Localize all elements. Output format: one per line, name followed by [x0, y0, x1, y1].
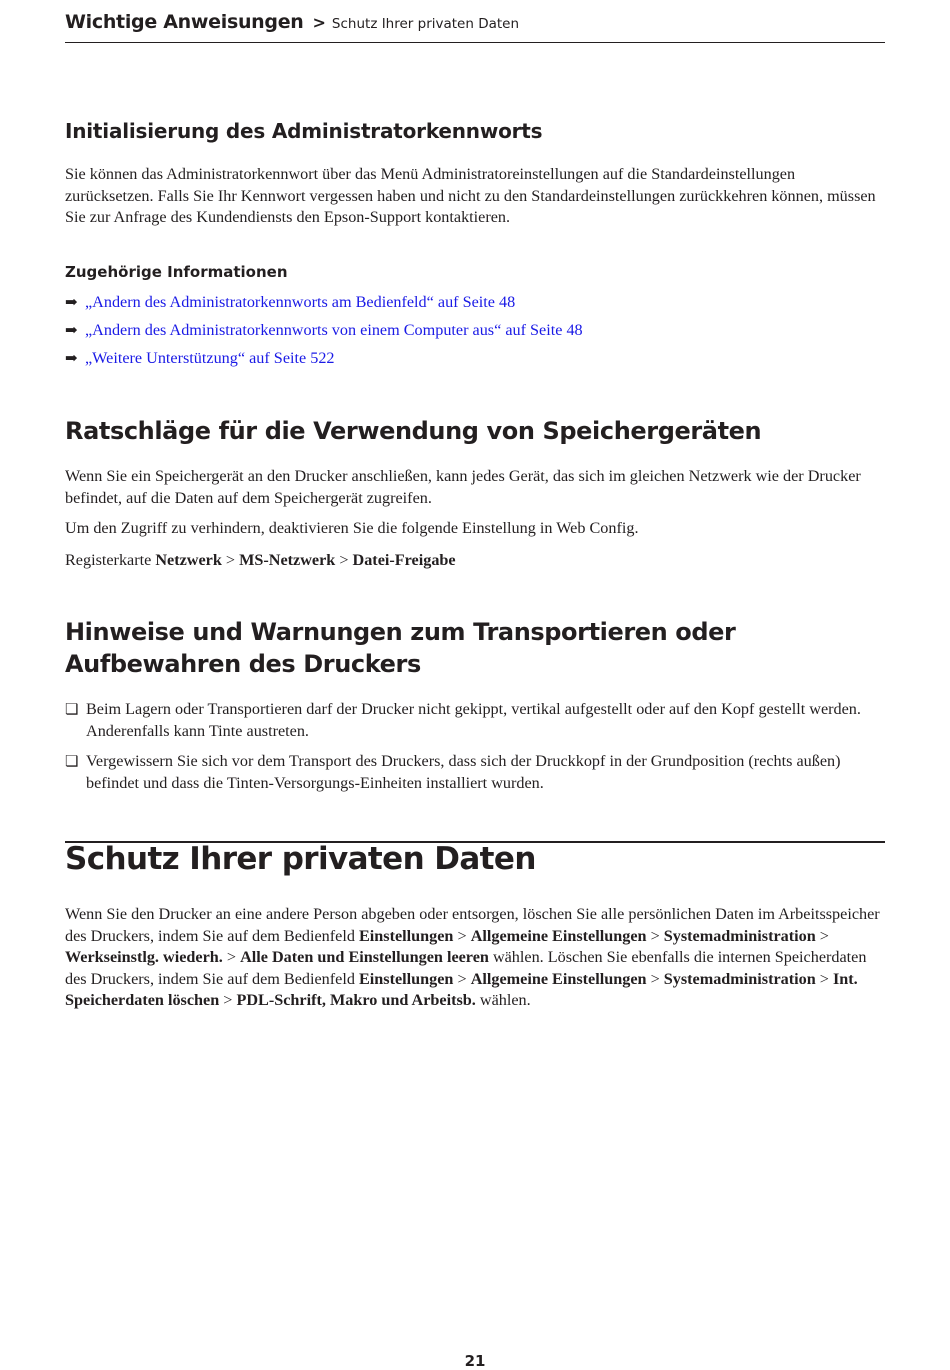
- related-info-heading: Zugehörige Informationen: [65, 263, 288, 281]
- related-link-2[interactable]: [65, 320, 583, 342]
- page-number: 21: [464, 1352, 486, 1370]
- admin-password-paragraph: Sie können das Administratorkennwort über das Menü Administratoreinstellungen auf die Standardeinstellungen zurücksetzen. Falls Sie Ihr Kennwort vergessen haben und nicht zu den Standardeinstellungen zurückkehren können, müssen Sie zur Anfrage des Kundendiensts den Epson-Support kontaktieren.: [65, 165, 876, 226]
- right-arrow-icon: ➡: [65, 351, 78, 367]
- storage-path-file-sharing: Datei-Freigabe: [352, 551, 456, 569]
- transport-bullet-2: [65, 751, 885, 794]
- storage-path-network: Netzwerk: [155, 551, 222, 569]
- related-link-3-text[interactable]: „Weitere Unterstützung“ auf Seite 522: [85, 349, 335, 367]
- storage-paragraph-2: Um den Zugriff zu verhindern, deaktivieren Sie die folgende Einstellung in Web Config.: [65, 519, 639, 537]
- related-link-1-text[interactable]: „Andern des Administratorkennworts am Bedienfeld“ auf Seite 48: [85, 293, 516, 311]
- privacy-heading: Schutz Ihrer privaten Daten: [65, 841, 536, 877]
- storage-paragraph-3: [65, 550, 885, 572]
- right-arrow-icon: ➡: [65, 295, 78, 311]
- admin-password-heading: Initialisierung des Administratorkennworts: [65, 119, 543, 143]
- transport-bullet-1: [65, 699, 885, 742]
- path-separator: >: [339, 551, 349, 569]
- running-header: [65, 11, 885, 43]
- transport-bullet-1-text: Beim Lagern oder Transportieren darf der Drucker nicht gekippt, vertikal aufgestellt oder auf den Kopf gestellt werden. Anderenfalls kann Tinte austreten.: [86, 700, 861, 740]
- path-separator: >: [225, 551, 236, 569]
- checkbox-bullet-icon: ❏: [65, 702, 79, 718]
- header-separator: >: [312, 13, 326, 32]
- storage-heading: Ratschläge für die Verwendung von Speichergeräten: [65, 417, 762, 445]
- storage-path-ms-network: MS-Netzwerk: [239, 551, 336, 569]
- transport-heading: Hinweise und Warnungen zum Transportieren oder Aufbewahren des Druckers: [65, 618, 736, 678]
- privacy-paragraph: Wenn Sie den Drucker an eine andere Person abgeben oder entsorgen, löschen Sie alle persönlichen Daten im Arbeitsspeicher des Druckers, indem Sie auf dem Bedienfeld Einstellungen > Allgemeine Einstellungen > Systemadministration > Werkseinstlg. wiederh. > Alle Daten und Einstellungen leeren wählen. Löschen Sie ebenfalls die internen Speicherdaten des Druckers, indem Sie auf dem Bedienfeld Einstellungen > Allgemeine Einstellungen > Systemadministration > Int. Speicherdaten löschen > PDL-Schrift, Makro und Arbeitsb. wählen.: [65, 905, 880, 1009]
- header-subsection: Schutz Ihrer privaten Daten: [331, 16, 520, 32]
- related-link-3[interactable]: [65, 348, 335, 370]
- right-arrow-icon: ➡: [65, 323, 78, 339]
- storage-path-prefix: Registerkarte: [65, 551, 156, 569]
- storage-paragraph-1: Wenn Sie ein Speichergerät an den Drucker anschließen, kann jedes Gerät, das sich im gleichen Netzwerk wie der Drucker befindet, auf die Daten auf dem Speichergerät zugreifen.: [65, 467, 861, 507]
- related-link-1[interactable]: [65, 292, 515, 314]
- related-link-2-text[interactable]: „Andern des Administratorkennworts von einem Computer aus“ auf Seite 48: [85, 321, 583, 339]
- transport-bullet-2-text: Vergewissern Sie sich vor dem Transport des Druckers, dass sich der Druckkopf in der Grundposition (rechts außen) befindet und dass die Tinten-Versorgungs-Einheiten installiert wurden.: [86, 752, 841, 792]
- header-section: Wichtige Anweisungen: [65, 11, 304, 33]
- checkbox-bullet-icon: ❏: [65, 754, 79, 770]
